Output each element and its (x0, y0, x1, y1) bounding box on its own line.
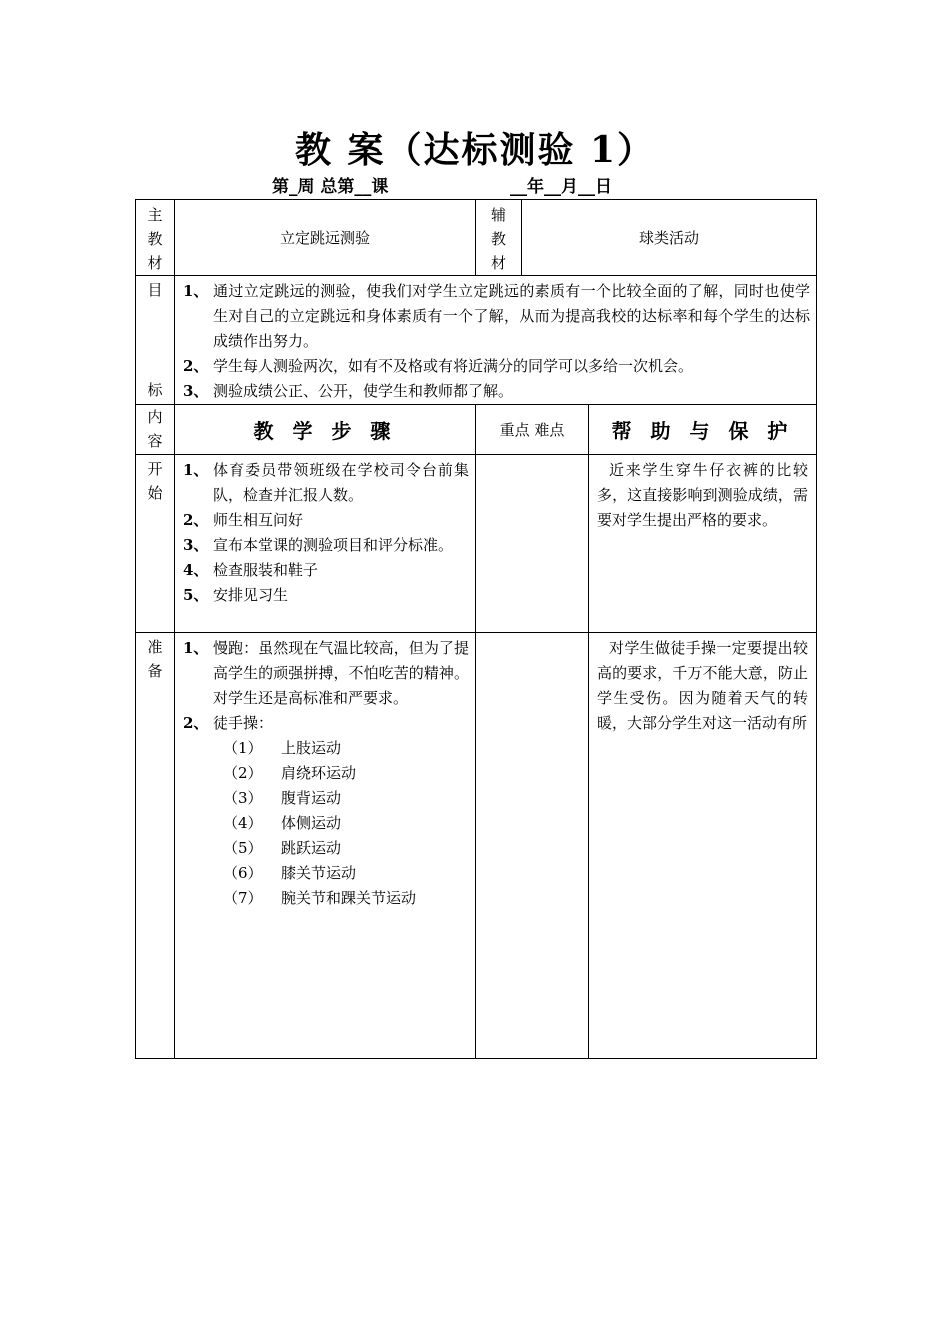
date-line: __年__月__日 (510, 177, 612, 197)
list-item-number: （6） (223, 864, 263, 882)
list-item (183, 558, 469, 583)
list-item-text: 腹背运动 (281, 789, 342, 807)
list-item (183, 711, 469, 736)
list-item-number: （5） (223, 839, 263, 857)
key-points-heading: 重点 难点 (476, 405, 589, 455)
prep-steps (175, 633, 476, 1059)
list-item-text: 慢跑：虽然现在气温比较高，但为了提高学生的顽强拼搏，不怕吃苦的精神。对学生还是高标准和严要求。 (213, 639, 469, 707)
list-item (183, 583, 469, 608)
prep-help-text: 对学生做徒手操一定要提出较高的要求，千万不能大意，防止学生受伤。因为随着天气的转暖，大部分学生对这一活动有所 (597, 639, 809, 732)
list-item-text: 安排见习生 (213, 586, 289, 604)
main-material-label-text: 主教材 (147, 206, 163, 272)
list-item (183, 533, 469, 558)
list-item-text: 宣布本堂课的测验项目和评分标准。 (213, 536, 454, 554)
start-step-list (175, 455, 475, 608)
goals-label (136, 276, 175, 405)
aux-material-label-text: 辅教材 (491, 206, 507, 272)
page-title: 教 案（达标测验 1） (294, 129, 656, 171)
list-item-text: 测验成绩公正、公开，使学生和教师都了解。 (213, 382, 514, 400)
list-item-number: 1、 (183, 282, 209, 300)
main-material-label (136, 200, 175, 276)
goal-list (175, 276, 816, 404)
list-item (183, 761, 469, 786)
goals-label-bottom: 标 (147, 381, 163, 399)
exercise-list (175, 736, 475, 911)
goals-content (175, 276, 817, 405)
list-item-number: 1、 (183, 461, 209, 479)
list-item-number: 5、 (183, 586, 209, 604)
list-item-number: （2） (223, 764, 263, 782)
list-item-number: （3） (223, 789, 263, 807)
start-help-text: 近来学生穿牛仔衣裤的比较多，这直接影响到测验成绩，需要对学生提出严格的要求。 (597, 461, 809, 529)
materials-row (136, 200, 817, 276)
list-item (183, 354, 810, 379)
list-item-number: （4） (223, 814, 263, 832)
list-item-text: 膝关节运动 (281, 864, 357, 882)
list-item-text: 学生每人测验两次，如有不及格或有将近满分的同学可以多给一次机会。 (213, 357, 694, 375)
list-item-text: 徒手操： (213, 714, 274, 732)
list-item-text: 体育委员带领班级在学校司令台前集队，检查并汇报人数。 (213, 461, 469, 504)
start-label (136, 455, 175, 633)
prep-help (589, 633, 817, 1059)
list-item-text: 肩绕环运动 (281, 764, 357, 782)
lesson-plan-table (135, 199, 817, 1059)
list-item (183, 379, 810, 404)
steps-heading: 教 学 步 骤 (175, 405, 476, 455)
goals-label-top: 目 (147, 281, 163, 299)
prep-label-text: 准备 (147, 638, 163, 680)
list-item-text: 通过立定跳远的测验，使我们对学生立定跳远的素质有一个比较全面的了解，同时也使学生对自己的立定跳远和身体素质有一个了解，从而为提高我校的达标率和每个学生的达标成绩作出努力。 (213, 282, 811, 350)
list-item-number: 4、 (183, 561, 209, 579)
list-item-number: 2、 (183, 511, 209, 529)
list-item (183, 861, 469, 886)
list-item-text: 体侧运动 (281, 814, 342, 832)
prep-row (136, 633, 817, 1059)
list-item-number: 2、 (183, 357, 209, 375)
content-label-text: 内容 (147, 408, 163, 450)
prep-step-list (175, 633, 475, 736)
list-item-number: 3、 (183, 536, 209, 554)
aux-material-label (476, 200, 522, 276)
goals-row (136, 276, 817, 405)
main-material-value: 立定跳远测验 (175, 200, 476, 276)
list-item (183, 786, 469, 811)
list-item-text: 跳跃运动 (281, 839, 342, 857)
start-key-points (476, 455, 589, 633)
list-item (183, 836, 469, 861)
list-item (183, 458, 469, 508)
aux-material-value: 球类活动 (522, 200, 817, 276)
list-item-number: 2、 (183, 714, 209, 732)
list-item-number: 3、 (183, 382, 209, 400)
start-steps (175, 455, 476, 633)
prep-label (136, 633, 175, 1059)
list-item (183, 508, 469, 533)
help-heading: 帮 助 与 保 护 (589, 405, 817, 455)
heading-row (136, 405, 817, 455)
list-item (183, 636, 469, 711)
list-item (183, 886, 469, 911)
list-item-number: （1） (223, 739, 263, 757)
list-item (183, 736, 469, 761)
start-help (589, 455, 817, 633)
list-item-text: 师生相互问好 (213, 511, 304, 529)
list-item (183, 279, 810, 354)
list-item-number: 1、 (183, 639, 209, 657)
prep-key-points (476, 633, 589, 1059)
list-item (183, 811, 469, 836)
content-label (136, 405, 175, 455)
list-item-number: （7） (223, 889, 263, 907)
week-lesson-line: 第_周 总第__课 (272, 177, 389, 197)
list-item-text: 检查服装和鞋子 (213, 561, 319, 579)
start-label-text: 开始 (147, 460, 163, 502)
list-item-text: 上肢运动 (281, 739, 342, 757)
start-row (136, 455, 817, 633)
list-item-text: 腕关节和踝关节运动 (281, 889, 417, 907)
